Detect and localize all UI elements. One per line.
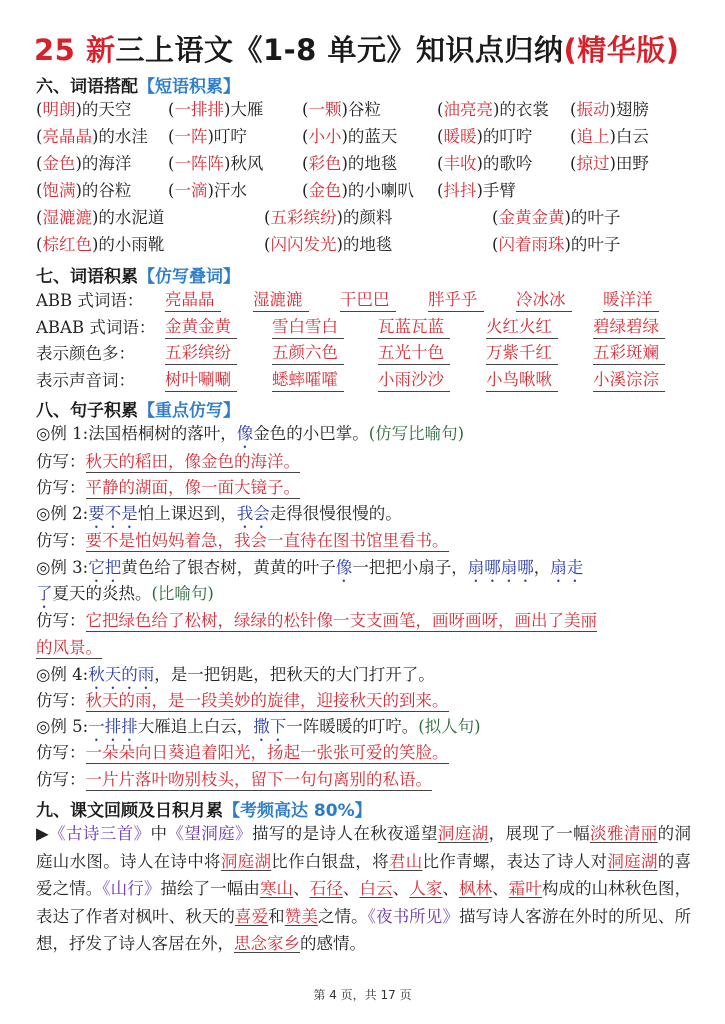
emphasis-word: 撒下 [253, 717, 287, 736]
phrase-word: 丰收 [443, 154, 477, 173]
keyword: 思念家乡 [234, 934, 300, 953]
phrase-item: (金黄金黄)的叶子 [492, 208, 621, 227]
para-text: 中 [150, 824, 168, 843]
para-text: ，展现了一幅 [488, 824, 591, 843]
keyword: 霜叶 [508, 879, 542, 898]
word-category-label: ABAB 式词语： [36, 318, 156, 337]
section-6-title: 六、词语搭配 [36, 77, 138, 97]
section-9-tag: 【考频高达 80%】 [223, 801, 372, 821]
phrase-item: (丰收)的歌吟 [437, 154, 533, 173]
keyword: 寒山 [259, 879, 294, 898]
example-text: 走得很慢很慢的。 [269, 504, 402, 523]
phrase-word: 闪着雨珠 [498, 235, 565, 254]
phrase-item: (一阵阵)秋风 [168, 154, 264, 173]
section-9-heading [36, 796, 372, 821]
phrase-rest: 秋风 [230, 154, 264, 173]
example-text: ，是一把钥匙，把秋天的大门打开了。 [154, 665, 435, 684]
phrase-rest: 手臂 [482, 181, 516, 200]
imitation-2-1 [36, 529, 449, 553]
reduplicated-word: 五光十色 [378, 342, 450, 365]
phrase-word: 饱满 [42, 181, 76, 200]
reduplicated-word: 雪白雪白 [272, 316, 344, 339]
example-text: 一把把小扇子， [352, 558, 468, 577]
phrase-word: 五彩缤纷 [270, 208, 337, 227]
phrase-word: 亮晶晶 [42, 127, 92, 146]
phrase-rest: 的蓝天 [347, 127, 398, 146]
emphasis-word: 扇走 [550, 558, 584, 577]
imitation-1-1 [36, 450, 300, 474]
section-7-heading [36, 262, 240, 287]
poem-title: 《夜书所见》 [367, 906, 459, 926]
keyword: 洞庭湖 [607, 851, 658, 871]
example-note: (仿写比喻句) [368, 424, 465, 443]
section-8-tag: 【重点仿写】 [138, 401, 240, 421]
phrase-item: (一滴)汗水 [168, 181, 247, 200]
phrase-item: (五彩缤纷)的颜料 [264, 208, 393, 227]
phrase-word: 一排排 [174, 100, 224, 119]
section-6-heading [36, 72, 240, 97]
imitation-3-1 [36, 609, 597, 633]
keyword: 喜爱 [235, 906, 269, 926]
word-category-label: 表示声音词： [36, 371, 135, 390]
reduplicated-word: 小鸟啾啾 [486, 369, 558, 392]
keyword: 白云 [359, 879, 393, 898]
keyword: 枫林 [459, 879, 493, 898]
reduplicated-word: 碧绿碧绿 [593, 316, 665, 339]
reduplicated-word: 亮晶晶 [165, 289, 221, 312]
phrase-word: 油亮亮 [443, 100, 493, 119]
imitation-3-1-cont [36, 636, 102, 660]
example-text: ◎例 3: [36, 558, 89, 577]
keyword: 洞庭湖 [220, 851, 272, 871]
phrase-rest: 的水洼 [98, 127, 148, 146]
emphasis-word: 秋天的雨 [88, 665, 155, 684]
reduplicated-word: 金黄金黄 [165, 316, 237, 339]
phrase-word: 振动 [576, 100, 610, 119]
imitate-label: 仿写： [36, 452, 86, 471]
reduplicated-word: 湿漉漉 [253, 289, 309, 312]
reduplicated-word: 胖乎乎 [428, 289, 484, 312]
keyword: 赞美 [284, 906, 318, 926]
imitation-5-1 [36, 741, 449, 765]
phrase-rest: 的水泥道 [98, 208, 165, 227]
poem-title: 《古诗三首》 [49, 824, 151, 843]
phrase-item: (闪着雨珠)的叶子 [492, 235, 621, 254]
imitate-label: 仿写： [36, 531, 86, 550]
phrase-rest: 的海洋 [81, 154, 132, 173]
example-text: 怕上课迟到， [137, 504, 237, 523]
section-7-tag: 【仿写叠词】 [138, 267, 240, 287]
section-8-heading [36, 396, 240, 421]
imitation-4-1 [36, 689, 449, 713]
imitation-answer: 一片片落叶吻别枝头，留下一句句离别的私语。 [85, 770, 432, 789]
example-text: ， [533, 558, 551, 577]
reduplicated-word: 暖洋洋 [603, 289, 659, 312]
phrase-rest: 的颜料 [342, 208, 393, 227]
poem-title: 《望洞庭》 [167, 824, 252, 843]
phrase-item: (掠过)田野 [570, 154, 649, 173]
example-text: ◎例 4: [36, 665, 89, 684]
emphasis-word: 它把 [88, 558, 122, 577]
section-8-title: 八、句子积累 [36, 401, 138, 421]
phrase-item: (一阵)叮咛 [168, 127, 247, 146]
phrase-rest: 的歌吟 [482, 154, 533, 173]
emphasis-word: 扇哪扇哪 [467, 558, 534, 577]
para-text: 描绘了一幅由 [160, 879, 260, 898]
imitation-answer: 秋天的雨，是一段美妙的旋律，迎接秋天的到来。 [85, 691, 449, 710]
phrase-rest: 的叶子 [570, 208, 621, 227]
phrase-item: (一排排)大雁 [168, 100, 264, 119]
section-9-title: 九、课文回顾及日积月累 [36, 801, 223, 821]
reduplicated-word: 火红火红 [486, 316, 558, 339]
emphasis-word: 像 [236, 424, 254, 443]
word-category-label: 表示颜色多： [36, 344, 135, 363]
para-text: 、 [392, 879, 410, 898]
phrase-word: 湿漉漉 [42, 208, 92, 227]
phrase-word: 明朗 [42, 100, 76, 119]
para-text: 、 [442, 879, 459, 898]
phrase-rest: 汗水 [213, 181, 247, 200]
phrase-rest: 的小雨靴 [98, 235, 165, 254]
imitation-5-2 [36, 768, 432, 792]
example-note: (拟人句) [418, 717, 481, 736]
word-category-label: ABB 式词语： [36, 291, 144, 310]
phrase-item: (油亮亮)的衣裳 [437, 100, 549, 119]
imitation-1-2 [36, 476, 300, 500]
phrase-word: 暖暖 [443, 127, 477, 146]
para-text: 构成的山林秋色图，表达了作者对枫叶、秋天的 [36, 879, 692, 926]
example-text: ◎例 5: [36, 717, 89, 736]
bullet-icon: ▶ [36, 824, 50, 843]
para-text: 、 [492, 879, 509, 898]
phrase-item: (闪闪发光)的地毯 [264, 235, 393, 254]
reduplicated-word: 蟋蟀嚯嚯 [272, 369, 344, 392]
phrase-rest: 的小喇叭 [347, 181, 414, 200]
phrase-item: (振动)翅膀 [570, 100, 649, 119]
phrase-word: 一滴 [174, 181, 208, 200]
phrase-rest: 的叮咛 [482, 127, 533, 146]
phrase-rest: 的天空 [81, 100, 132, 119]
imitate-label: 仿写： [36, 770, 86, 789]
phrase-rest: 谷粒 [347, 100, 381, 119]
title-suffix: (精华版) [563, 33, 680, 67]
phrase-rest: 的谷粒 [81, 181, 132, 200]
imitation-answer: 它把绿色给了松树，绿绿的松针像一支支画笔，画呀画呀，画出了美丽 [85, 611, 597, 630]
keyword: 淡雅清丽 [590, 824, 658, 843]
phrase-item: (棕红色)的小雨靴 [36, 235, 165, 254]
phrase-word: 棕红色 [42, 235, 92, 254]
imitation-answer: 要不是怕妈妈着急，我会一直待在图书馆里看书。 [85, 531, 449, 550]
para-text: 比作白银盘，将 [271, 851, 389, 871]
lesson-review-paragraph [36, 820, 691, 958]
para-text: 的感情。 [300, 934, 366, 953]
reduplicated-word: 干巴巴 [340, 289, 396, 312]
phrase-rest: 田野 [615, 154, 649, 173]
phrase-rest: 的地毯 [347, 154, 398, 173]
title-main: 三上语文《1-8 单元》知识点归纳 [115, 33, 564, 67]
para-text: 、 [342, 879, 360, 898]
section-7-title: 七、词语积累 [36, 267, 138, 287]
phrase-item: (湿漉漉)的水泥道 [36, 208, 165, 227]
para-text: 描写诗人客游在外时的所见、所想，抒发了诗人客居在外， [36, 906, 692, 953]
keyword: 洞庭湖 [437, 824, 489, 843]
reduplicated-word: 瓦蓝瓦蓝 [378, 316, 450, 339]
page-number: 第 4 页，共 17 页 [313, 988, 412, 1002]
para-text: 和 [268, 906, 285, 926]
phrase-rest: 翅膀 [615, 100, 649, 119]
page-title [34, 28, 714, 69]
phrase-rest: 的地毯 [342, 235, 393, 254]
reduplicated-word: 五颜六色 [272, 342, 344, 365]
phrase-item: (金色)的海洋 [36, 154, 132, 173]
reduplicated-word: 小雨沙沙 [378, 369, 450, 392]
phrase-rest: 大雁 [230, 100, 264, 119]
phrase-item: (饱满)的谷粒 [36, 181, 132, 200]
phrase-word: 追上 [576, 127, 610, 146]
example-note: (比喻句) [151, 584, 214, 603]
reduplicated-word: 五彩斑斓 [593, 342, 665, 365]
imitate-label: 仿写： [36, 743, 86, 762]
example-text: ◎例 2: [36, 504, 89, 523]
keyword: 人家 [409, 879, 443, 898]
example-text: 一阵暖暖的叮咛。 [286, 717, 419, 736]
phrase-rest: 的叶子 [570, 235, 621, 254]
phrase-word: 一阵阵 [174, 154, 224, 173]
emphasis-word: 了 [36, 584, 53, 603]
para-text: 、 [293, 879, 310, 898]
imitation-answer: 的风景。 [36, 638, 102, 657]
phrase-word: 一颗 [308, 100, 342, 119]
example-text: 大雁追上白云， [137, 717, 254, 736]
example-text: 夏天的炎热。 [52, 584, 152, 603]
phrase-word: 一阵 [174, 127, 208, 146]
para-text: 的喜爱之情。 [36, 851, 692, 898]
reduplicated-word: 冷冰冰 [516, 289, 572, 312]
para-text: 描写的是诗人在秋夜遥望 [251, 824, 438, 843]
phrase-rest: 的衣裳 [499, 100, 549, 119]
poem-title: 《山行》 [102, 879, 161, 898]
reduplicated-word: 五彩缤纷 [165, 342, 237, 365]
phrase-item: (暖暖)的叮咛 [437, 127, 533, 146]
emphasis-word: 要不是 [88, 504, 138, 523]
phrase-item: (亮晶晶)的水洼 [36, 127, 148, 146]
phrase-word: 抖抖 [443, 181, 477, 200]
phrase-word: 小小 [308, 127, 342, 146]
phrase-item: (抖抖)手臂 [437, 181, 516, 200]
imitation-answer: 平静的湖面，像一面大镜子。 [85, 478, 300, 497]
phrase-word: 闪闪发光 [270, 235, 337, 254]
phrase-item: (金色)的小喇叭 [302, 181, 414, 200]
phrase-word: 金黄金黄 [498, 208, 565, 227]
imitation-answer: 一朵朵向日葵追着阳光，扬起一张张可爱的笑脸。 [85, 743, 449, 762]
phrase-word: 金色 [42, 154, 76, 173]
phrase-rest: 白云 [615, 127, 649, 146]
imitation-answer: 秋天的稻田，像金色的海洋。 [85, 452, 300, 471]
phrase-item: (追上)白云 [570, 127, 649, 146]
example-text: 黄色给了银杏树，黄黄的叶子 [121, 558, 336, 577]
imitate-label: 仿写： [36, 691, 86, 710]
section-6-tag: 【短语积累】 [138, 77, 240, 97]
imitate-label: 仿写： [36, 611, 86, 630]
imitate-label: 仿写： [36, 478, 86, 497]
phrase-item: (明朗)的天空 [36, 100, 132, 119]
emphasis-word: 我会 [236, 504, 270, 523]
para-text: 的洞庭山水图。诗人在诗中将 [36, 824, 692, 871]
para-text: 比作青螺，表达了诗人对 [422, 851, 608, 871]
para-text: 之情。 [317, 906, 368, 926]
reduplicated-word: 树叶唰唰 [165, 369, 237, 392]
example-text: 金色的小巴掌。 [253, 424, 369, 443]
keyword: 石径 [309, 879, 343, 898]
title-prefix: 25 新 [34, 33, 116, 67]
keyword: 君山 [388, 851, 423, 871]
phrase-item: (小小)的蓝天 [302, 127, 398, 146]
phrase-word: 金色 [308, 181, 342, 200]
example-3-cont [36, 582, 214, 612]
emphasis-word: 一排排 [88, 717, 138, 736]
example-text: ◎例 1:法国梧桐树的落叶， [36, 424, 237, 443]
example-1 [36, 422, 464, 452]
phrase-word: 掠过 [576, 154, 610, 173]
phrase-item: (彩色)的地毯 [302, 154, 398, 173]
phrase-word: 彩色 [308, 154, 342, 173]
phrase-rest: 叮咛 [213, 127, 247, 146]
reduplicated-word: 万紫千红 [486, 342, 558, 365]
example-2 [36, 502, 402, 532]
phrase-item: (一颗)谷粒 [302, 100, 381, 119]
reduplicated-word: 小溪淙淙 [593, 369, 665, 392]
emphasis-word: 像 [335, 558, 353, 577]
